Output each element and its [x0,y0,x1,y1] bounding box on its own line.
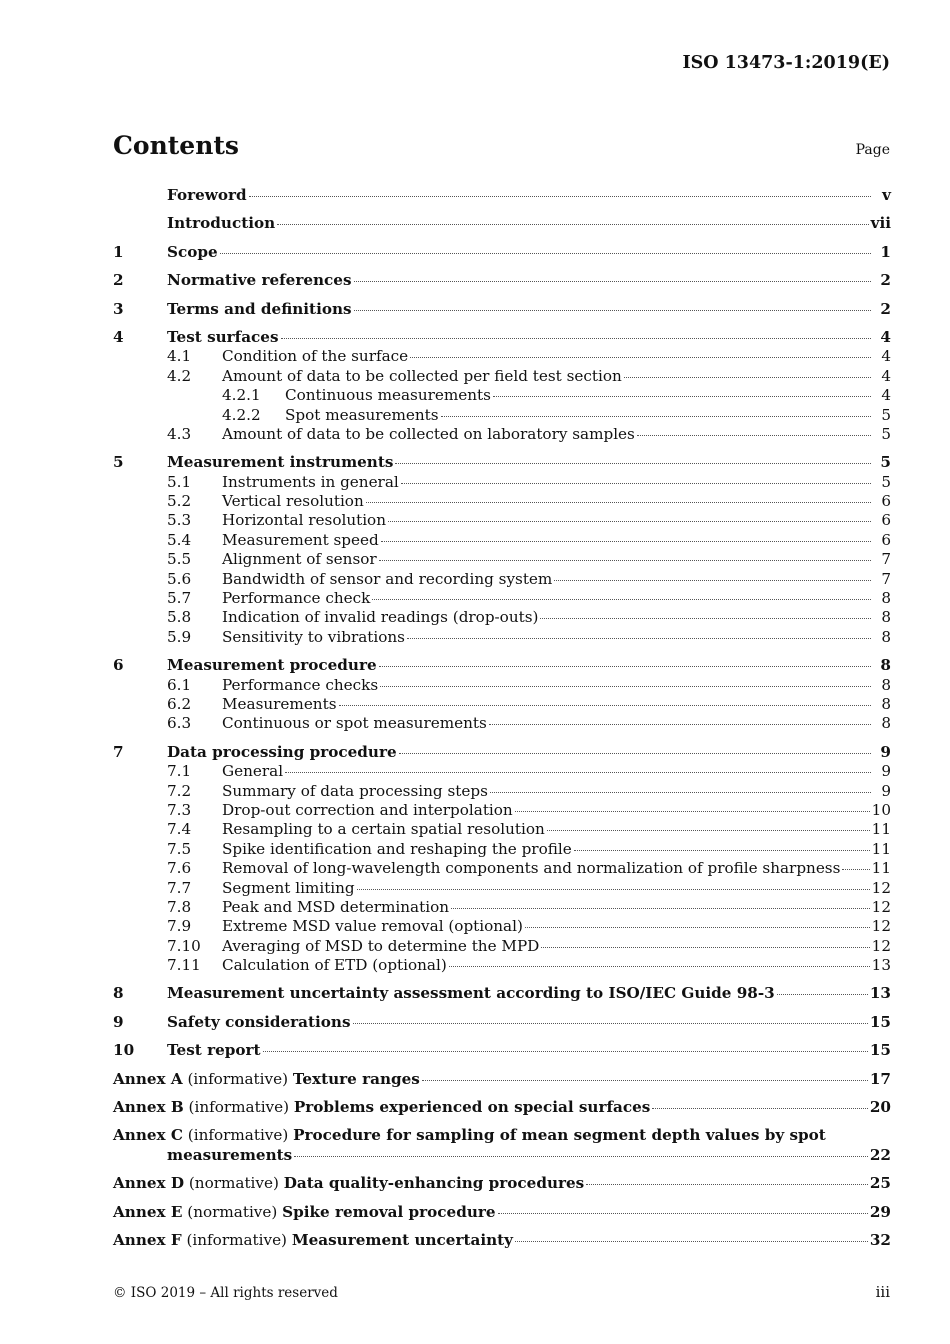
annex-label[interactable]: Annex D [113,1174,185,1193]
toc-entry[interactable] [113,406,891,425]
annex-title[interactable]: Data quality-enhancing procedures [283,1174,585,1193]
toc-entry[interactable] [113,898,891,917]
annex-heading [113,1098,650,1117]
toc-entry[interactable] [113,328,891,347]
toc-annex-entry[interactable] [113,1174,891,1193]
toc-entry-number: 6.3 [167,714,192,733]
toc-entry-page[interactable]: 12 [871,878,891,897]
toc-entry-number: 5.7 [167,589,192,608]
toc-entry-title[interactable]: Measurement procedure [167,656,377,675]
toc-entry-page[interactable]: 7 [881,550,891,569]
toc-annex-entry[interactable] [113,1231,891,1250]
toc-entry-number: 9 [113,1012,124,1031]
toc-entry-page[interactable]: 15 [869,1012,891,1031]
annex-heading [113,1174,584,1193]
toc-leader-dots [380,681,871,687]
toc-entry-title[interactable]: Spike identification and reshaping the profile [222,839,572,858]
toc-entry-number: 7.2 [167,781,192,800]
toc-entry[interactable] [113,347,891,366]
toc-entry[interactable] [113,714,891,733]
toc-entry[interactable] [113,386,891,405]
toc-entry-number: 4 [113,327,124,346]
toc-leader-dots [339,700,872,706]
toc-entry-page[interactable]: 8 [881,608,891,627]
toc-entry-title[interactable]: Test surfaces [167,327,279,346]
toc-entry-number: 5.8 [167,608,192,627]
toc-entry-page[interactable]: 13 [871,956,891,975]
toc-entry-number: 6 [113,656,124,675]
toc-entry-title[interactable]: Drop-out correction and interpolation [222,800,513,819]
toc-entry-title[interactable]: Resampling to a certain spatial resolution [222,820,545,839]
toc-entry[interactable] [113,425,891,444]
toc-entry-title[interactable]: Spot measurements [285,405,439,424]
toc-leader-dots [263,1046,868,1052]
annex-title[interactable]: Spike removal procedure [282,1202,496,1221]
toc-leader-dots [490,787,871,793]
toc-entry-title[interactable]: Performance checks [222,675,379,694]
toc-entry-page[interactable]: 11 [871,839,891,858]
toc-entry-title[interactable]: Introduction [167,214,276,233]
toc-entry[interactable] [113,243,891,262]
annex-kind: (informative) [187,1126,289,1145]
toc-leader-dots [285,767,871,773]
toc-leader-dots [574,845,870,851]
toc-annex-entry[interactable] [113,1126,891,1165]
toc-entry[interactable] [113,782,891,801]
toc-leader-dots [366,497,871,503]
toc-entry-number: 4.2.1 [222,386,261,405]
toc-entry-title[interactable]: Bandwidth of sensor and recording system [222,569,553,588]
toc-leader-dots [379,661,871,667]
toc-entry[interactable] [113,984,891,1003]
toc-entry[interactable] [113,840,891,859]
toc-entry[interactable] [113,676,891,695]
toc-entry-page[interactable]: 4 [880,327,891,346]
toc-entry[interactable] [113,937,891,956]
toc-entry-number: 7.11 [167,956,201,975]
toc-leader-dots [498,1208,868,1214]
toc-annex-entry[interactable] [113,1098,891,1117]
toc-entry-number: 7.1 [167,762,192,781]
toc-leader-dots [515,1236,868,1242]
toc-leader-dots [441,411,871,417]
toc-leader-dots [399,748,871,754]
toc-leader-dots [842,864,869,870]
toc-entry[interactable] [113,453,891,472]
toc-leader-dots [515,806,870,812]
toc-entry[interactable] [113,550,891,569]
annex-heading [113,1070,420,1089]
toc-entry-page[interactable]: 13 [869,984,891,1003]
toc-annex-entry[interactable] [113,1203,891,1222]
toc-entry-page[interactable]: 8 [881,589,891,608]
toc-entry-page[interactable]: 20 [869,1098,891,1117]
toc-entry[interactable] [113,762,891,781]
toc-entry-page[interactable]: 6 [881,530,891,549]
toc-entry-number: 6.2 [167,694,192,713]
toc-leader-dots [381,536,871,542]
annex-kind: (normative) [187,1202,278,1221]
annex-kind: (informative) [186,1230,287,1249]
toc-leader-dots [354,305,871,311]
toc-entry-page[interactable]: 22 [869,1145,891,1164]
toc-entry[interactable] [113,473,891,492]
toc-leader-dots [449,961,870,967]
toc-entry-page[interactable]: 4 [881,347,891,366]
toc-entry-page[interactable]: 11 [871,859,891,878]
toc-leader-dots [451,903,870,909]
toc-entry-page[interactable]: 2 [880,299,891,318]
toc-entry[interactable] [113,186,891,205]
toc-leader-dots [493,391,871,397]
toc-entry[interactable] [113,300,891,319]
annex-title-continued[interactable]: measurements [167,1145,293,1164]
toc-entry-number: 5.3 [167,511,192,530]
toc-entry-page[interactable]: 12 [871,897,891,916]
toc-entry-number: 5.1 [167,472,192,491]
toc-entry-page[interactable]: 8 [881,694,891,713]
toc-leader-dots [541,942,869,948]
toc-leader-dots [554,575,871,581]
toc-entry-number: 5.5 [167,550,192,569]
toc-entry-number: 5 [113,453,124,472]
toc-entry-title[interactable]: Measurement speed [222,530,379,549]
annex-title[interactable]: Texture ranges [292,1069,420,1088]
toc-leader-dots [586,1179,868,1185]
toc-entry-title[interactable]: Terms and definitions [167,299,352,318]
toc-entry-page[interactable]: 5 [881,424,891,443]
toc-leader-dots [547,825,870,831]
toc-entry-title[interactable]: Test report [167,1041,261,1060]
toc-entry-title[interactable]: Summary of data processing steps [222,781,488,800]
toc-entry-page[interactable]: 32 [869,1230,891,1249]
toc-entry-title[interactable]: Segment limiting [222,878,355,897]
toc-entry-title[interactable]: Measurements [222,694,337,713]
toc-entry[interactable] [113,570,891,589]
toc-entry-page[interactable]: 10 [871,800,891,819]
toc-entry-title[interactable]: Horizontal resolution [222,511,386,530]
annex-label[interactable]: Annex E [113,1202,183,1221]
toc-entry-number: 7.4 [167,820,192,839]
toc-entry-page[interactable]: 17 [869,1069,891,1088]
toc-entry-number: 7.8 [167,897,192,916]
annex-label[interactable]: Annex C [113,1126,183,1145]
toc-entry-page[interactable]: 8 [881,675,891,694]
toc-entry[interactable] [113,801,891,820]
toc-annex-entry[interactable] [113,1070,891,1089]
toc-entry[interactable] [113,608,891,627]
toc-leader-dots [525,922,870,928]
annex-label[interactable]: Annex F [113,1230,182,1249]
toc-leader-dots [637,430,871,436]
toc-entry-title[interactable]: Sensitivity to vibrations [222,627,405,646]
toc-entry-number: 2 [113,271,124,290]
toc-entry-page[interactable]: 7 [881,569,891,588]
page-number: iii [875,1283,890,1301]
toc-entry-title[interactable]: Measurement uncertainty assessment according to ISO/IEC Guide 98-3 [167,984,775,1003]
toc-entry-page[interactable]: 9 [880,742,891,761]
toc-entry-number: 4.2.2 [222,405,261,424]
toc-entry-title[interactable]: Alignment of sensor [222,550,377,569]
annex-title[interactable]: Measurement uncertainty [291,1230,513,1249]
toc-entry-number: 7.7 [167,878,192,897]
annex-title[interactable]: Procedure for sampling of mean segment depth values by spot [293,1126,826,1145]
toc-entry-page[interactable]: 6 [881,492,891,511]
toc-leader-dots [395,458,871,464]
toc-entry-title[interactable]: Calculation of ETD (optional) [222,956,447,975]
toc-leader-dots [422,1075,868,1081]
toc-entry-number: 7.5 [167,839,192,858]
toc-entry-page[interactable]: 29 [869,1202,891,1221]
toc-entry-page[interactable]: 9 [881,781,891,800]
toc-entry-page[interactable]: 8 [881,627,891,646]
toc-leader-dots [354,276,871,282]
toc-entry-number: 4.3 [167,424,192,443]
table-of-contents [113,186,891,1250]
toc-entry[interactable] [113,1041,891,1060]
toc-entry-number: 7.10 [167,936,201,955]
toc-entry[interactable] [113,511,891,530]
toc-leader-dots [652,1103,868,1109]
toc-entry-number: 7.6 [167,859,192,878]
toc-entry-page[interactable]: 4 [881,386,891,405]
toc-entry-page[interactable]: 6 [881,511,891,530]
toc-leader-dots [220,248,871,254]
toc-entry-title[interactable]: Data processing procedure [167,742,397,761]
annex-kind: (informative) [187,1069,288,1088]
toc-entry-title[interactable]: Extreme MSD value removal (optional) [222,917,523,936]
toc-leader-dots [489,719,871,725]
toc-entry-number: 5.6 [167,569,192,588]
toc-entry-number: 7 [113,742,124,761]
toc-entry-page[interactable]: 5 [880,453,891,472]
annex-kind: (normative) [188,1174,279,1193]
toc-entry-page[interactable]: 2 [880,271,891,290]
toc-entry-title[interactable]: Condition of the surface [222,347,409,366]
toc-entry[interactable] [113,628,891,647]
toc-entry[interactable] [113,917,891,936]
toc-entry[interactable] [113,1013,891,1032]
toc-entry-title[interactable]: Safety considerations [167,1012,351,1031]
toc-entry-number: 7.9 [167,917,192,936]
toc-entry-number: 5.4 [167,530,192,549]
toc-entry-number: 6.1 [167,675,192,694]
page-column-label: Page [855,142,890,158]
annex-heading [113,1231,513,1250]
toc-leader-dots [277,219,868,225]
toc-entry[interactable] [113,214,891,233]
toc-entry-title[interactable]: Normative references [167,271,352,290]
toc-leader-dots [407,633,871,639]
toc-entry-number: 10 [113,1041,135,1060]
toc-leader-dots [401,478,871,484]
toc-entry[interactable] [113,531,891,550]
toc-entry[interactable] [113,492,891,511]
toc-leader-dots [294,1151,868,1157]
toc-leader-dots [372,594,871,600]
toc-entry-page[interactable]: 5 [881,405,891,424]
toc-entry-number: 4.1 [167,347,192,366]
toc-leader-dots [249,191,871,197]
toc-entry[interactable] [113,956,891,975]
toc-entry-number: 8 [113,984,124,1003]
annex-title[interactable]: Problems experienced on special surfaces [293,1098,651,1117]
toc-entry-number: 5.9 [167,627,192,646]
toc-entry-title[interactable]: Performance check [222,589,371,608]
toc-entry-title[interactable]: Peak and MSD determination [222,897,449,916]
toc-entry-number: 3 [113,299,124,318]
copyright-footer: © ISO 2019 – All rights reserved [113,1285,338,1301]
toc-entry-title[interactable]: Vertical resolution [222,492,364,511]
toc-entry[interactable] [113,589,891,608]
toc-entry-page[interactable]: 4 [881,366,891,385]
toc-entry[interactable] [113,656,891,675]
toc-entry[interactable] [113,859,891,878]
toc-entry-number: 1 [113,242,124,261]
toc-entry-page[interactable]: 5 [881,472,891,491]
toc-entry-number: 4.2 [167,366,192,385]
toc-entry-page[interactable]: 12 [871,917,891,936]
toc-leader-dots [540,613,871,619]
toc-leader-dots [777,989,868,995]
toc-entry-title[interactable]: Averaging of MSD to determine the MPD [222,936,540,955]
toc-leader-dots [353,1018,868,1024]
annex-kind: (informative) [188,1098,290,1117]
toc-leader-dots [281,333,871,339]
toc-leader-dots [379,555,871,561]
toc-entry-page[interactable]: 12 [871,936,891,955]
toc-entry[interactable] [113,879,891,898]
toc-leader-dots [357,884,870,890]
toc-entry-title[interactable]: Instruments in general [222,472,399,491]
toc-entry-page[interactable]: 15 [869,1041,891,1060]
toc-leader-dots [624,372,871,378]
toc-entry-page[interactable]: vii [870,214,891,233]
toc-entry-page[interactable]: 25 [869,1174,891,1193]
toc-entry-title[interactable]: Removal of long-wavelength components and normalization of profile sharpness [222,859,841,878]
toc-entry-page[interactable]: 11 [871,820,891,839]
toc-entry-title[interactable]: General [222,762,284,781]
toc-entry-page[interactable]: 1 [880,242,891,261]
toc-entry-title[interactable]: Amount of data to be collected per field test section [222,366,622,385]
toc-entry[interactable] [113,367,891,386]
toc-entry-page[interactable]: v [882,186,891,204]
document-id-header: ISO 13473-1:2019(E) [682,53,890,73]
toc-entry-title[interactable]: Measurement instruments [167,453,394,472]
annex-heading [113,1203,496,1222]
page-title: Contents [113,131,240,160]
toc-leader-dots [388,516,871,522]
toc-entry-title[interactable]: Indication of invalid readings (drop-outs) [222,608,539,627]
toc-entry-title[interactable]: Continuous measurements [285,386,491,405]
toc-entry-page[interactable]: 8 [880,656,891,675]
toc-entry[interactable] [113,271,891,290]
toc-leader-dots [410,352,871,358]
toc-entry-page[interactable]: 8 [881,714,891,733]
annex-label[interactable]: Annex A [113,1069,183,1088]
toc-entry-number: 7.3 [167,800,192,819]
toc-entry-title[interactable]: Scope [167,242,218,261]
toc-entry[interactable] [113,695,891,714]
annex-label[interactable]: Annex B [113,1098,184,1117]
toc-entry-title[interactable]: Amount of data to be collected on laboratory samples [222,424,635,443]
toc-entry[interactable] [113,820,891,839]
toc-entry[interactable] [113,743,891,762]
toc-entry-title[interactable]: Continuous or spot measurements [222,714,487,733]
toc-entry-number: 5.2 [167,492,192,511]
toc-entry-title[interactable]: Foreword [167,186,247,204]
toc-entry-page[interactable]: 9 [881,762,891,781]
